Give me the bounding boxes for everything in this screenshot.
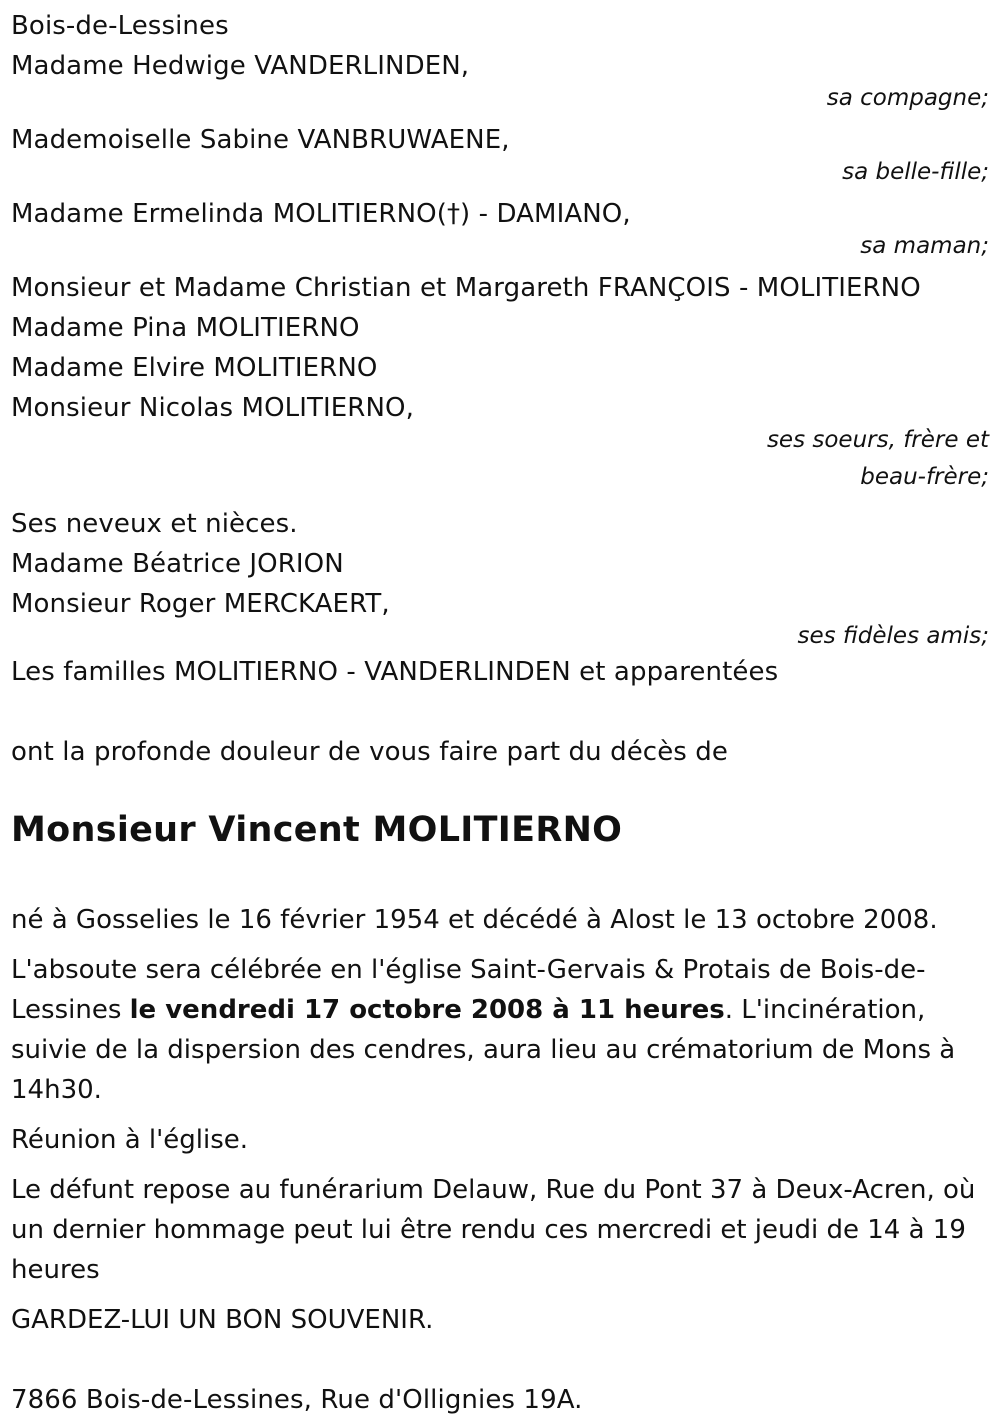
family-group-5 (11, 504, 991, 652)
family-member: Madame Hedwige VANDERLINDEN, (11, 51, 470, 81)
header-place: Bois-de-Lessines (11, 11, 229, 41)
family-group-1 (11, 46, 991, 114)
family-member: Les familles MOLITIERNO - VANDERLINDEN et apparentées (11, 657, 779, 687)
family-relation: beau-frère; (860, 464, 989, 490)
family-member: Madame Ermelinda MOLITIERNO(†) - DAMIANO, (11, 199, 631, 229)
family-member: Monsieur Nicolas MOLITIERNO, (11, 393, 414, 423)
family-relation: sa maman; (860, 233, 989, 259)
ceremony-text (11, 950, 991, 1110)
family-member: Monsieur Roger MERCKAERT, (11, 589, 390, 619)
family-relation: sa compagne; (826, 85, 989, 111)
ceremony-text-start: L'absoute sera célébrée en l'église Saint-Gervais & Protais de Bois-de-Lessines (11, 955, 926, 1025)
family-group-2 (11, 120, 991, 188)
family-member: Madame Pina MOLITIERNO (11, 313, 360, 343)
deceased-name: Monsieur Vincent MOLITIERNO (11, 810, 623, 850)
closing-text: GARDEZ-LUI UN BON SOUVENIR. (11, 1305, 434, 1335)
family-member: Ses neveux et nièces. (11, 509, 298, 539)
address: 7866 Bois-de-Lessines, Rue d'Ollignies 19A. (11, 1385, 583, 1415)
birth-death-text: né à Gosselies le 16 février 1954 et décédé à Alost le 13 octobre 2008. (11, 905, 938, 935)
family-group-3 (11, 194, 991, 262)
family-group-6 (11, 652, 991, 692)
ceremony-date: le vendredi 17 octobre 2008 à 11 heures (129, 995, 725, 1025)
reunion-text: Réunion à l'église. (11, 1125, 249, 1155)
family-member: Mademoiselle Sabine VANBRUWAENE, (11, 125, 510, 155)
obituary-notice (11, 6, 991, 1420)
family-member: Monsieur et Madame Christian et Margareth FRANÇOIS - MOLITIERNO (11, 273, 921, 303)
family-member: Madame Béatrice JORION (11, 549, 344, 579)
family-relation: sa belle-fille; (842, 159, 989, 185)
family-relation: ses fidèles amis; (797, 623, 989, 649)
ceremony-text-end: . L'incinération, suivie de la dispersion des cendres, aura lieu au crématorium de Mons à 14h30. (11, 995, 956, 1105)
announcement: ont la profonde douleur de vous faire part du décès de (11, 737, 729, 767)
family-group-4 (11, 268, 991, 498)
funerarium-text: Le défunt repose au funérarium Delauw, Rue du Pont 37 à Deux-Acren, où un dernier hommage peut lui être rendu ces mercredi et jeudi de 14 à 19 heures (11, 1175, 976, 1285)
family-relation: ses soeurs, frère et (766, 427, 989, 453)
family-member: Madame Elvire MOLITIERNO (11, 353, 378, 383)
